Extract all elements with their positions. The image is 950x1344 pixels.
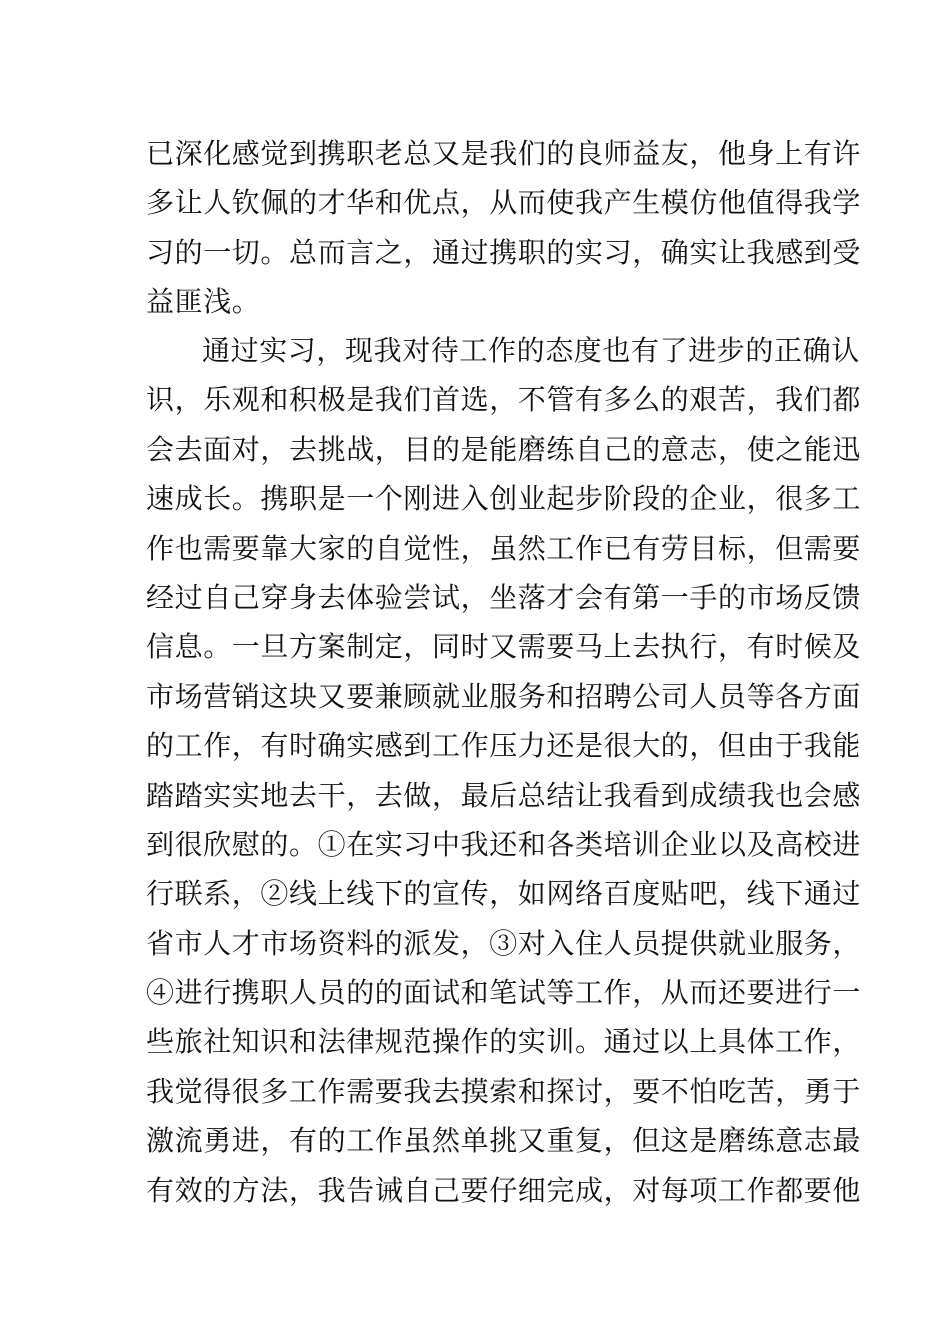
text-line: 有效的方法，我告诫自己要仔细完成，对每项工作都要他 — [146, 1173, 862, 1207]
text-line: 我觉得很多工作需要我去摸索和探讨，要不怕吃苦，勇于 — [146, 1074, 862, 1108]
text-line: 识，乐观和积极是我们首选，不管有多么的艰苦，我们都 — [146, 383, 862, 417]
text-line: ④进行携职人员的的面试和笔试等工作，从而还要进行一 — [146, 976, 862, 1010]
text-line: 激流勇进，有的工作虽然单挑又重复，但这是磨练意志最 — [146, 1124, 862, 1158]
text-line: 到很欣慰的。①在实习中我还和各类培训企业以及高校进 — [146, 827, 862, 861]
paragraph — [146, 129, 862, 327]
text-line-indented: 通过实习，现我对待工作的态度也有了进步的正确认 — [202, 334, 860, 367]
text-line: 速成长。携职是一个刚进入创业起步阶段的企业，很多工 — [146, 482, 862, 516]
text-line: 已深化感觉到携职老总又是我们的良师益友，他身上有许 — [146, 137, 862, 170]
text-line: 行联系，②线上线下的宣传，如网络百度贴吧，线下通过 — [146, 877, 862, 911]
text-line: 踏踏实实地去干，去做，最后总结让我看到成绩我也会感 — [146, 778, 862, 812]
text-line: 习的一切。总而言之，通过携职的实习，确实让我感到受 — [146, 235, 862, 269]
paragraph — [146, 326, 862, 1215]
text-line: 信息。一旦方案制定，同时又需要马上去执行，有时候及 — [146, 630, 862, 664]
text-line: 的工作，有时确实感到工作压力还是很大的，但由于我能 — [146, 729, 862, 763]
text-line: 些旅社知识和法律规范操作的实训。通过以上具体工作， — [146, 1025, 862, 1059]
text-line: 市场营销这块又要兼顾就业服务和招聘公司人员等各方面 — [146, 679, 862, 713]
text-line: 益匪浅。 — [146, 285, 261, 319]
text-line: 多让人钦佩的才华和优点，从而使我产生模仿他值得我学 — [146, 186, 862, 220]
text-line: 省市人才市场资料的派发，③对入住人员提供就业服务， — [146, 926, 862, 960]
text-line: 经过自己穿身去体验尝试，坐落才会有第一手的市场反馈 — [146, 580, 862, 614]
text-line: 会去面对，去挑战，目的是能磨练自己的意志，使之能迅 — [146, 432, 862, 466]
text-line: 作也需要靠大家的自觉性，虽然工作已有劳目标，但需要 — [146, 531, 862, 565]
